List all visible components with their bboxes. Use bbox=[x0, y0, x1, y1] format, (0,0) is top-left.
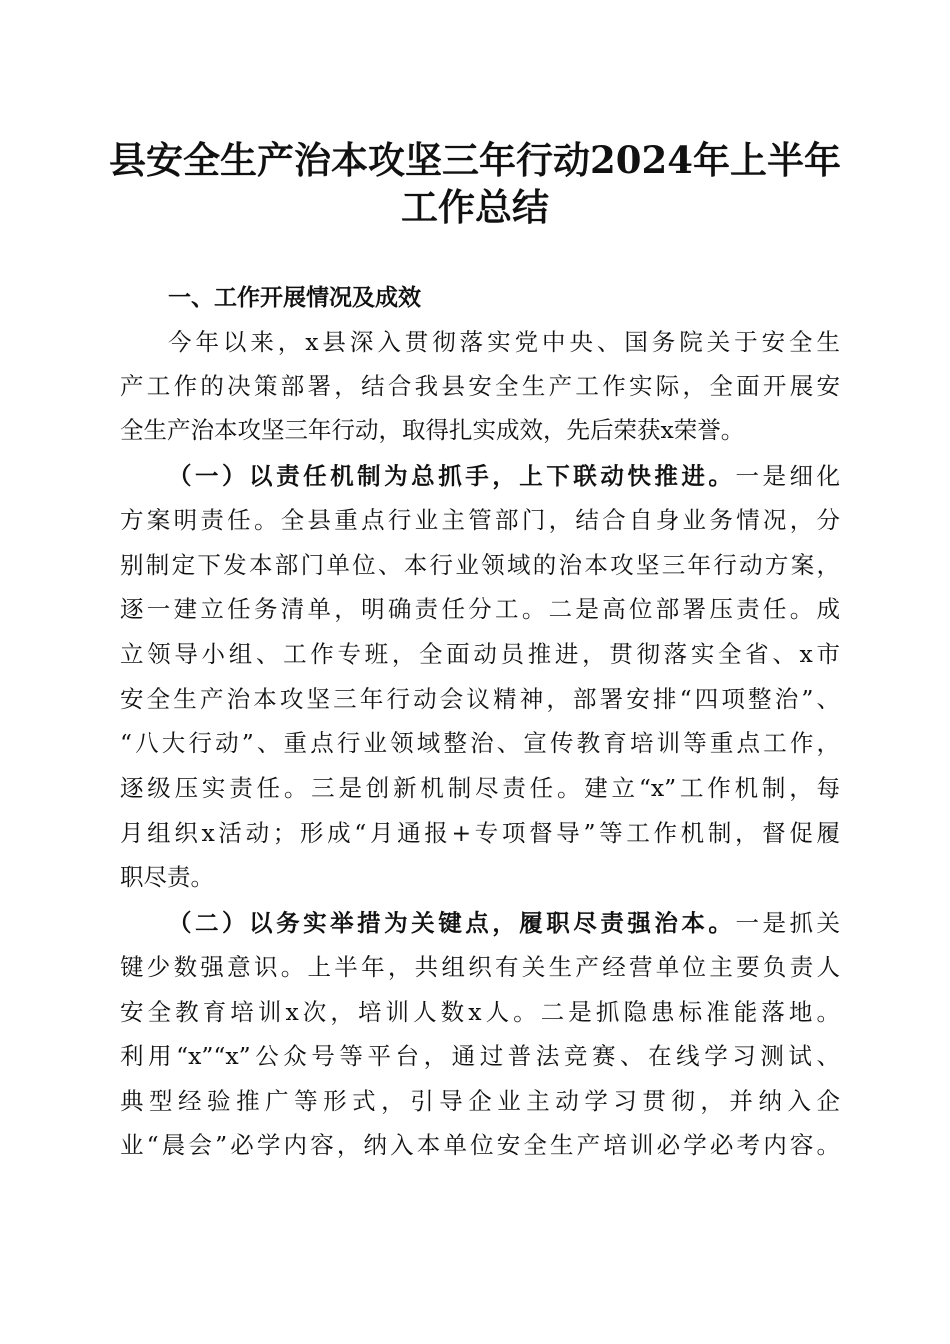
subsection-text: 一是抓关 bbox=[735, 909, 840, 937]
paragraph-line: 安全教育培训x次，培训人数x人。二是抓隐患标准能落地。 bbox=[120, 998, 840, 1026]
paragraph-line: “八大行动”、重点行业领域整治、宣传教育培训等重点工作， bbox=[120, 729, 840, 757]
subsection-heading: （二）以务实举措为关键点，履职尽责强治本。 bbox=[168, 909, 736, 937]
paragraph-line: 键少数强意识。上半年，共组织有关生产经营单位主要负责人 bbox=[120, 953, 840, 981]
subsection-first-line bbox=[168, 461, 840, 491]
document-title-line-2: 工作总结 bbox=[401, 185, 549, 229]
document-title-line-1: 县安全生产治本攻坚三年行动2024年上半年 bbox=[109, 138, 841, 182]
paragraph-line: 典型经验推广等形式，引导企业主动学习贯彻，并纳入企 bbox=[120, 1087, 840, 1115]
paragraph-line: 逐级压实责任。三是创新机制尽责任。建立“x”工作机制，每 bbox=[120, 774, 840, 802]
paragraph-line: 全生产治本攻坚三年行动，取得扎实成效，先后荣获x荣誉。 bbox=[120, 416, 745, 444]
subsection-heading: （一）以责任机制为总抓手，上下联动快推进。 bbox=[168, 462, 736, 490]
paragraph-line: 职尽责。 bbox=[120, 863, 214, 891]
paragraph-line: 方案明责任。全县重点行业主管部门，结合自身业务情况，分 bbox=[120, 506, 840, 534]
paragraph-line: 业“晨会”必学内容，纳入本单位安全生产培训必学必考内容。 bbox=[120, 1131, 840, 1159]
section-heading: 一、工作开展情况及成效 bbox=[168, 285, 421, 311]
paragraph-line: 立领导小组、工作专班，全面动员推进，贯彻落实全省、x市 bbox=[120, 640, 840, 668]
paragraph-line: 产工作的决策部署，结合我县安全生产工作实际，全面开展安 bbox=[120, 372, 840, 400]
paragraph-line: 月组织x活动；形成“月通报+专项督导”等工作机制，督促履 bbox=[120, 819, 840, 847]
paragraph-line: 安全生产治本攻坚三年行动会议精神，部署安排“四项整治”、 bbox=[120, 685, 840, 713]
paragraph-line: 今年以来，x县深入贯彻落实党中央、国务院关于安全生 bbox=[168, 328, 840, 356]
paragraph-line: 逐一建立任务清单，明确责任分工。二是高位部署压责任。成 bbox=[120, 595, 840, 623]
subsection-first-line bbox=[168, 908, 840, 938]
paragraph-line: 别制定下发本部门单位、本行业领域的治本攻坚三年行动方案， bbox=[120, 551, 840, 579]
paragraph-line: 利用“x”“x”公众号等平台，通过普法竞赛、在线学习测试、 bbox=[120, 1042, 840, 1070]
subsection-text: 一是细化 bbox=[735, 462, 840, 490]
